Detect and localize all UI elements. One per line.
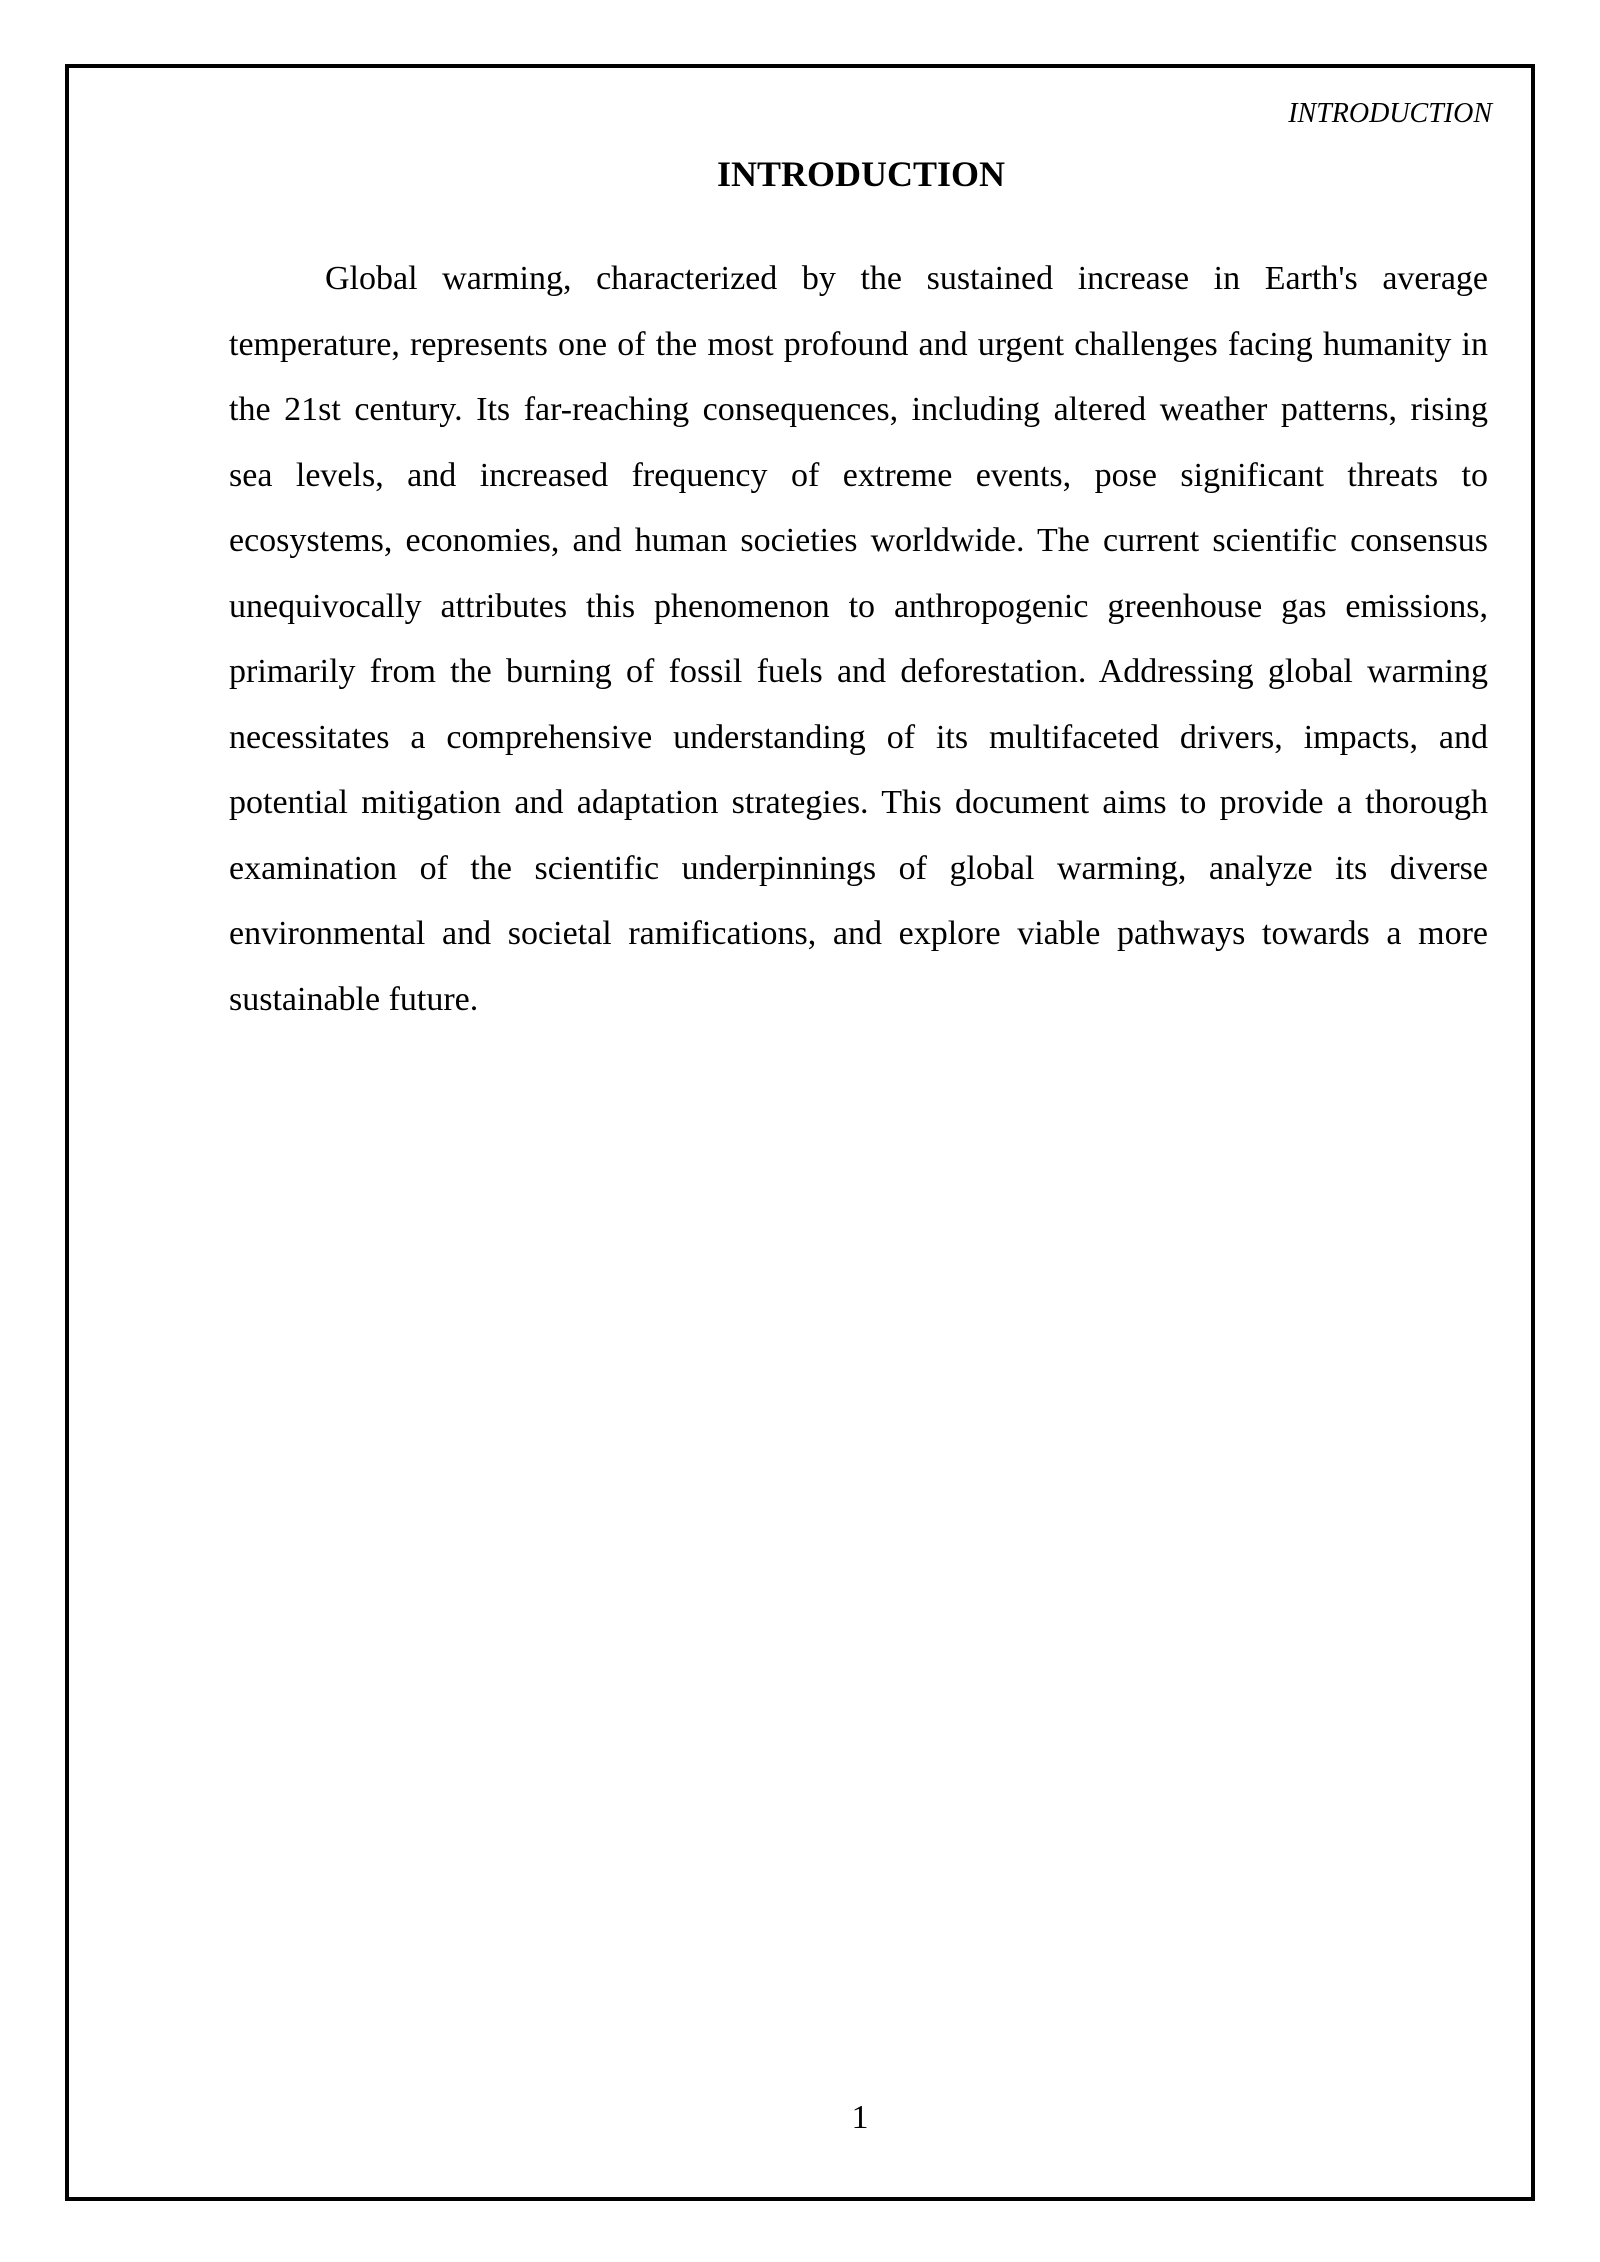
body-paragraph: Global warming, characterized by the sustained increase in Earth's average temperature, represents one of the most profound and urgent challenges facing humanity in the 21st century. Its far-reaching consequences, including altered weather patterns, rising sea levels, and increased frequency of extreme events, pose significant threats to ecosystems, economies, and human societies worldwide. The current scientific consensus unequivocally attributes this phenomenon to anthropogenic greenhouse gas emissions, primarily from the burning of fossil fuels and deforestation. Addressing global warming necessitates a comprehensive understanding of its multifaceted drivers, impacts, and potential mitigation and adaptation strategies. This document aims to provide a thorough examination of the scientific underpinnings of global warming, analyze its diverse environmental and societal ramifications, and explore viable pathways towards a more sustainable future. <box>229 260 1488 1018</box>
running-header: INTRODUCTION <box>1288 98 1492 129</box>
page-title: INTRODUCTION <box>716 154 1006 194</box>
page-number: 1 <box>851 2099 869 2136</box>
